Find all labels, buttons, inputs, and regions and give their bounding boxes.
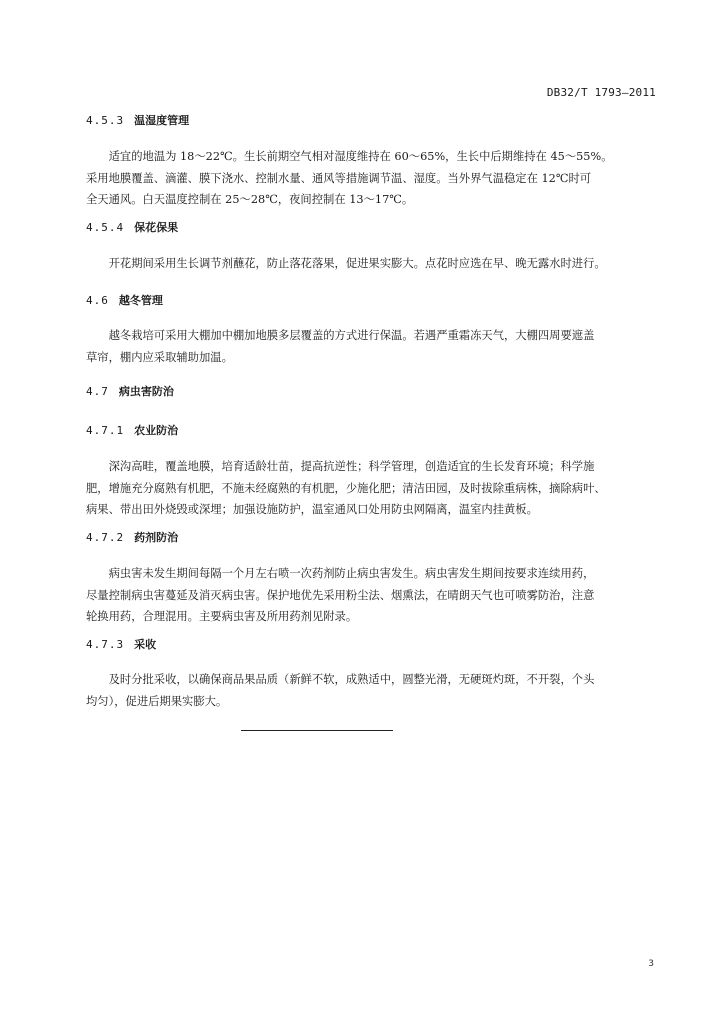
paragraph-line: 采用地膜覆盖、滴灌、膜下浇水、控制水量、通风等措施调节温、湿度。当外界气温稳定在 12℃时可 [86, 171, 592, 185]
section-title: 越冬管理 [118, 294, 163, 307]
paragraph-line: 均匀），促进后期果实膨大。 [86, 694, 228, 708]
section-heading-4-5-4 [86, 219, 178, 235]
section-heading-4-7-2 [86, 529, 178, 545]
paragraph-line: 尽量控制病虫害蔓延及消灭病虫害。保护地优先采用粉尘法、烟熏法，在晴朗天气也可喷雾防治，注意 [86, 588, 595, 602]
page-number: 3 [648, 959, 654, 969]
section-title: 温湿度管理 [134, 114, 190, 127]
section-title: 保花保果 [134, 221, 179, 234]
section-heading-4-7-1 [86, 422, 178, 438]
section-number: 4.7 [86, 385, 109, 398]
section-number: 4.5.4 [86, 221, 125, 234]
paragraph-4-7-3 [86, 669, 658, 712]
section-number: 4.6 [86, 294, 109, 307]
paragraph-line: 深沟高畦，覆盖地膜，培育适龄壮苗，提高抗逆性；科学管理，创造适宜的生长发育环境；科学施 [108, 460, 595, 473]
paragraph-4-7-2 [86, 563, 658, 628]
paragraph-line: 肥，增施充分腐熟有机肥，不施未经腐熟的有机肥，少施化肥；清洁田园，及时拔除重病株，摘除病叶、 [86, 481, 606, 495]
paragraph-line: 全天通风。白天温度控制在 25～28℃，夜间控制在 13～17℃。 [86, 193, 414, 206]
section-heading-4-5-3 [86, 112, 189, 128]
paragraph-line: 及时分批采收，以确保商品果品质（新鲜不软，成熟适中，圆整光滑，无硬斑灼斑，不开裂，个头 [108, 673, 595, 686]
section-number: 4.5.3 [86, 114, 125, 127]
paragraph-4-6 [86, 325, 658, 368]
section-title: 采收 [134, 638, 157, 651]
end-of-text-rule [241, 730, 393, 731]
paragraph-line: 轮换用药，合理混用。主要病虫害及所用药剂见附录。 [86, 610, 358, 623]
section-number: 4.7.3 [86, 638, 125, 651]
paragraph-line: 越冬栽培可采用大棚加中棚加地膜多层覆盖的方式进行保温。若遇严重霜冻天气，大棚四周要遮盖 [108, 329, 595, 342]
paragraph-line: 草帘，棚内应采取辅助加温。 [86, 350, 233, 364]
paragraph-4-7-1 [86, 456, 658, 521]
section-number: 4.7.2 [86, 531, 125, 544]
paragraph-line: 适宜的地温为 18～22℃。生长前期空气相对湿度维持在 60～65%，生长中后期维持在 45～55%。 [108, 150, 613, 163]
section-title: 药剂防治 [134, 531, 179, 544]
paragraph-4-5-3 [86, 146, 658, 211]
section-number: 4.7.1 [86, 424, 125, 437]
section-heading-4-6 [86, 292, 163, 308]
paragraph-line: 病虫害未发生期间每隔一个月左右喷一次药剂防止病虫害发生。病虫害发生期间按要求连续用药， [108, 567, 595, 580]
section-title: 病虫害防治 [118, 385, 174, 398]
paragraph-4-5-4 [86, 253, 658, 275]
document-id: DB32/T 1793—2011 [546, 86, 656, 99]
section-heading-4-7-3 [86, 636, 156, 652]
paragraph-line: 病果、带出田外烧毁或深埋；加强设施防护，温室通风口处用防虫网隔离，温室内挂黄板。 [86, 503, 538, 516]
paragraph-line: 开花期间采用生长调节剂蘸花，防止落花落果，促进果实膨大。点花时应选在早、晚无露水时进行。 [108, 257, 606, 270]
section-title: 农业防治 [134, 424, 179, 437]
section-heading-4-7 [86, 383, 174, 399]
